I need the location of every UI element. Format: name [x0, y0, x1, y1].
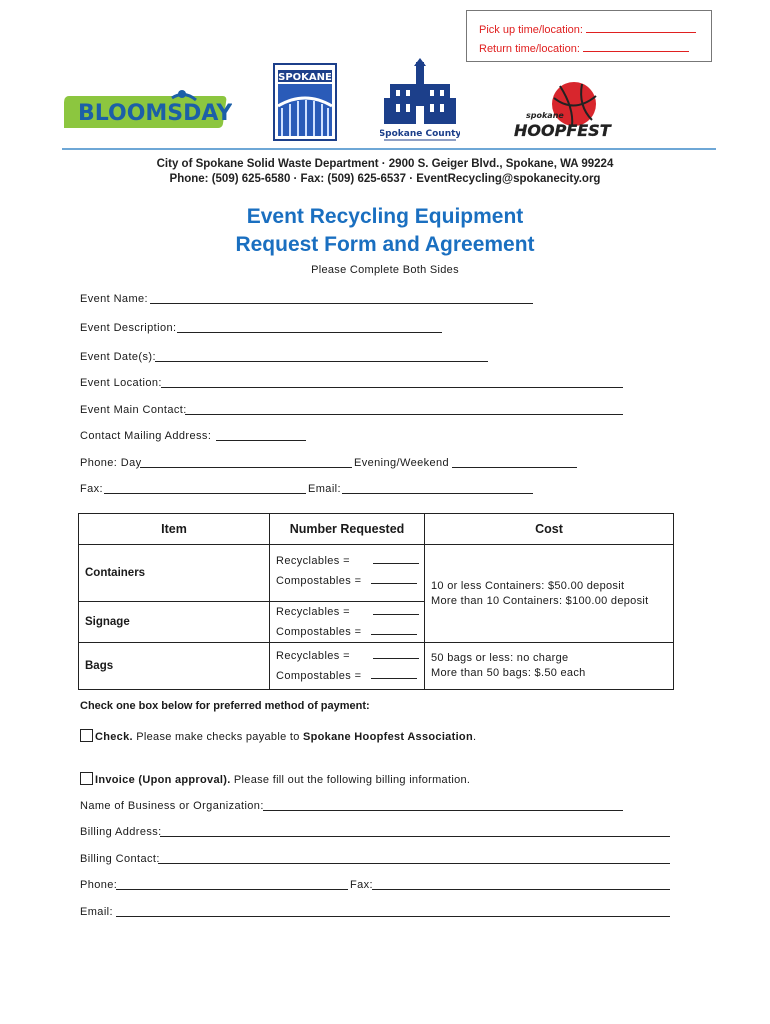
- hoopfest-logo: [512, 78, 644, 142]
- check-checkbox[interactable]: [80, 729, 93, 742]
- invoice-option-label: Invoice (Upon approval).: [95, 774, 231, 786]
- billing-contact-field[interactable]: [80, 852, 672, 866]
- evening-weekend-label: Evening/Weekend: [354, 457, 450, 469]
- billing-fax-label: Fax:: [350, 879, 373, 891]
- compostables-line[interactable]: [270, 666, 424, 686]
- event-dates-label: Event Date(s):: [80, 351, 156, 363]
- compostables-line[interactable]: [270, 571, 424, 591]
- item-label: Bags: [85, 660, 114, 672]
- email-input[interactable]: [342, 493, 533, 494]
- fax-email-field[interactable]: [80, 482, 535, 496]
- phone-day-evening-field[interactable]: [80, 456, 580, 470]
- phone-day-label: Phone: Day: [80, 457, 142, 469]
- recyclables-label: Recyclables =: [276, 555, 350, 567]
- payment-option-check: [80, 729, 476, 743]
- business-name-field[interactable]: [80, 799, 625, 813]
- billing-address-field[interactable]: [80, 825, 672, 839]
- billing-contact-input[interactable]: [158, 863, 670, 864]
- page-subtitle: Please Complete Both Sides: [311, 264, 459, 276]
- compostables-input[interactable]: [371, 572, 417, 584]
- compostables-label: Compostables =: [276, 670, 362, 682]
- table-row: [79, 545, 674, 602]
- page-title-line1: Event Recycling Equipment: [246, 205, 524, 228]
- return-blank[interactable]: [583, 40, 689, 52]
- recyclables-input[interactable]: [373, 552, 419, 564]
- event-description-field[interactable]: [80, 321, 450, 335]
- invoice-checkbox[interactable]: [80, 772, 93, 785]
- svg-text:SPOKANE: SPOKANE: [278, 72, 332, 83]
- item-signage-cell: [79, 602, 270, 643]
- compostables-input[interactable]: [371, 623, 417, 635]
- recyclables-input[interactable]: [373, 603, 419, 615]
- compostables-input[interactable]: [371, 667, 417, 679]
- email-label: Email:: [308, 483, 341, 495]
- return-line[interactable]: [479, 40, 711, 59]
- item-containers-cell: [79, 545, 270, 602]
- column-header-cost: Cost: [425, 514, 674, 545]
- item-label: Signage: [85, 616, 130, 628]
- event-main-contact-field[interactable]: [80, 403, 625, 417]
- compostables-label: Compostables =: [276, 626, 362, 638]
- billing-email-field[interactable]: [80, 905, 672, 919]
- compostables-line[interactable]: [270, 622, 424, 642]
- phone-day-input[interactable]: [140, 467, 352, 468]
- number-requested-cell: [270, 602, 425, 643]
- page-title-line2: Request Form and Agreement: [235, 233, 535, 256]
- event-name-label: Event Name:: [80, 293, 148, 305]
- pickup-blank[interactable]: [586, 21, 696, 33]
- invoice-option-text: Please fill out the following billing information.: [230, 774, 471, 786]
- check-payee: Spokane Hoopfest Association: [303, 731, 473, 743]
- event-dates-field[interactable]: [80, 350, 490, 364]
- number-requested-cell: [270, 545, 425, 602]
- compostables-label: Compostables =: [276, 575, 362, 587]
- cost-line: 50 bags or less: no charge: [431, 652, 569, 664]
- cost-line: More than 50 bags: $.50 each: [431, 667, 586, 679]
- table-row: [79, 643, 674, 690]
- header-divider: [62, 148, 716, 150]
- billing-phone-fax-field[interactable]: [80, 878, 672, 892]
- event-description-label: Event Description:: [80, 322, 177, 334]
- check-option-end: .: [472, 731, 477, 743]
- event-location-field[interactable]: [80, 376, 625, 390]
- address-line: City of Spokane Solid Waste Department · 2900 S. Geiger Blvd., Spokane, WA 99224: [156, 158, 614, 170]
- billing-contact-label: Billing Contact:: [80, 853, 160, 865]
- billing-email-input[interactable]: [116, 916, 670, 917]
- check-option-text: Please make checks payable to: [132, 731, 303, 743]
- pickup-label: Pick up time/location:: [479, 24, 583, 36]
- event-dates-input[interactable]: [155, 361, 488, 362]
- event-main-contact-label: Event Main Contact:: [80, 404, 187, 416]
- recyclables-line[interactable]: [270, 551, 424, 571]
- payment-option-invoice: [80, 772, 470, 786]
- contact-mailing-address-input[interactable]: [216, 440, 306, 441]
- column-header-item: Item: [79, 514, 270, 545]
- business-name-input[interactable]: [263, 810, 623, 811]
- recyclables-input[interactable]: [373, 647, 419, 659]
- return-label: Return time/location:: [479, 43, 580, 55]
- svg-text:Spokane County: Spokane County: [380, 129, 460, 139]
- event-name-field[interactable]: [80, 292, 540, 306]
- event-description-input[interactable]: [177, 332, 442, 333]
- column-header-number-requested: Number Requested: [270, 514, 425, 545]
- number-requested-cell: [270, 643, 425, 690]
- check-option-label: Check.: [95, 731, 133, 743]
- fax-label: Fax:: [80, 483, 103, 495]
- fax-input[interactable]: [104, 493, 306, 494]
- equipment-request-table: [78, 513, 674, 690]
- pickup-return-box: [466, 10, 712, 62]
- event-location-input[interactable]: [161, 387, 623, 388]
- billing-phone-input[interactable]: [116, 889, 348, 890]
- billing-address-input[interactable]: [160, 836, 670, 837]
- contact-mailing-address-field[interactable]: [80, 429, 310, 443]
- contact-line: Phone: (509) 625-6580 · Fax: (509) 625-6537 · EventRecycling@spokanecity.org: [169, 173, 601, 185]
- billing-email-label: Email:: [80, 906, 113, 918]
- cost-bags-cell: [425, 643, 674, 690]
- svg-text:HOOPFEST: HOOPFEST: [514, 121, 611, 140]
- recyclables-line[interactable]: [270, 602, 424, 622]
- cost-line: 10 or less Containers: $50.00 deposit: [431, 579, 625, 592]
- evening-weekend-input[interactable]: [452, 467, 577, 468]
- billing-address-label: Billing Address:: [80, 826, 162, 838]
- svg-text:spokane: spokane: [526, 111, 564, 120]
- event-name-input[interactable]: [150, 303, 533, 304]
- spokane-county-logo: [380, 58, 460, 146]
- event-location-label: Event Location:: [80, 377, 162, 389]
- item-bags-cell: [79, 643, 270, 690]
- bloomsday-logo: [64, 88, 232, 134]
- item-label: Containers: [85, 567, 146, 579]
- recyclables-label: Recyclables =: [276, 650, 350, 662]
- recyclables-line[interactable]: [270, 646, 424, 666]
- pickup-line[interactable]: [479, 21, 711, 40]
- recyclables-label: Recyclables =: [276, 606, 350, 618]
- contact-mailing-address-label: Contact Mailing Address:: [80, 430, 212, 442]
- billing-fax-input[interactable]: [372, 889, 670, 890]
- cost-line: More than 10 Containers: $100.00 deposit: [431, 594, 649, 607]
- table-header-row: [79, 514, 674, 545]
- event-main-contact-input[interactable]: [185, 414, 623, 415]
- svg-text:BLOOMSDAY: BLOOMSDAY: [78, 101, 232, 126]
- city-of-spokane-logo: [272, 62, 338, 142]
- billing-phone-label: Phone:: [80, 879, 118, 891]
- business-name-label: Name of Business or Organization:: [80, 800, 264, 812]
- cost-containers-signage-cell: [425, 545, 674, 643]
- payment-heading: Check one box below for preferred method of payment:: [80, 700, 370, 712]
